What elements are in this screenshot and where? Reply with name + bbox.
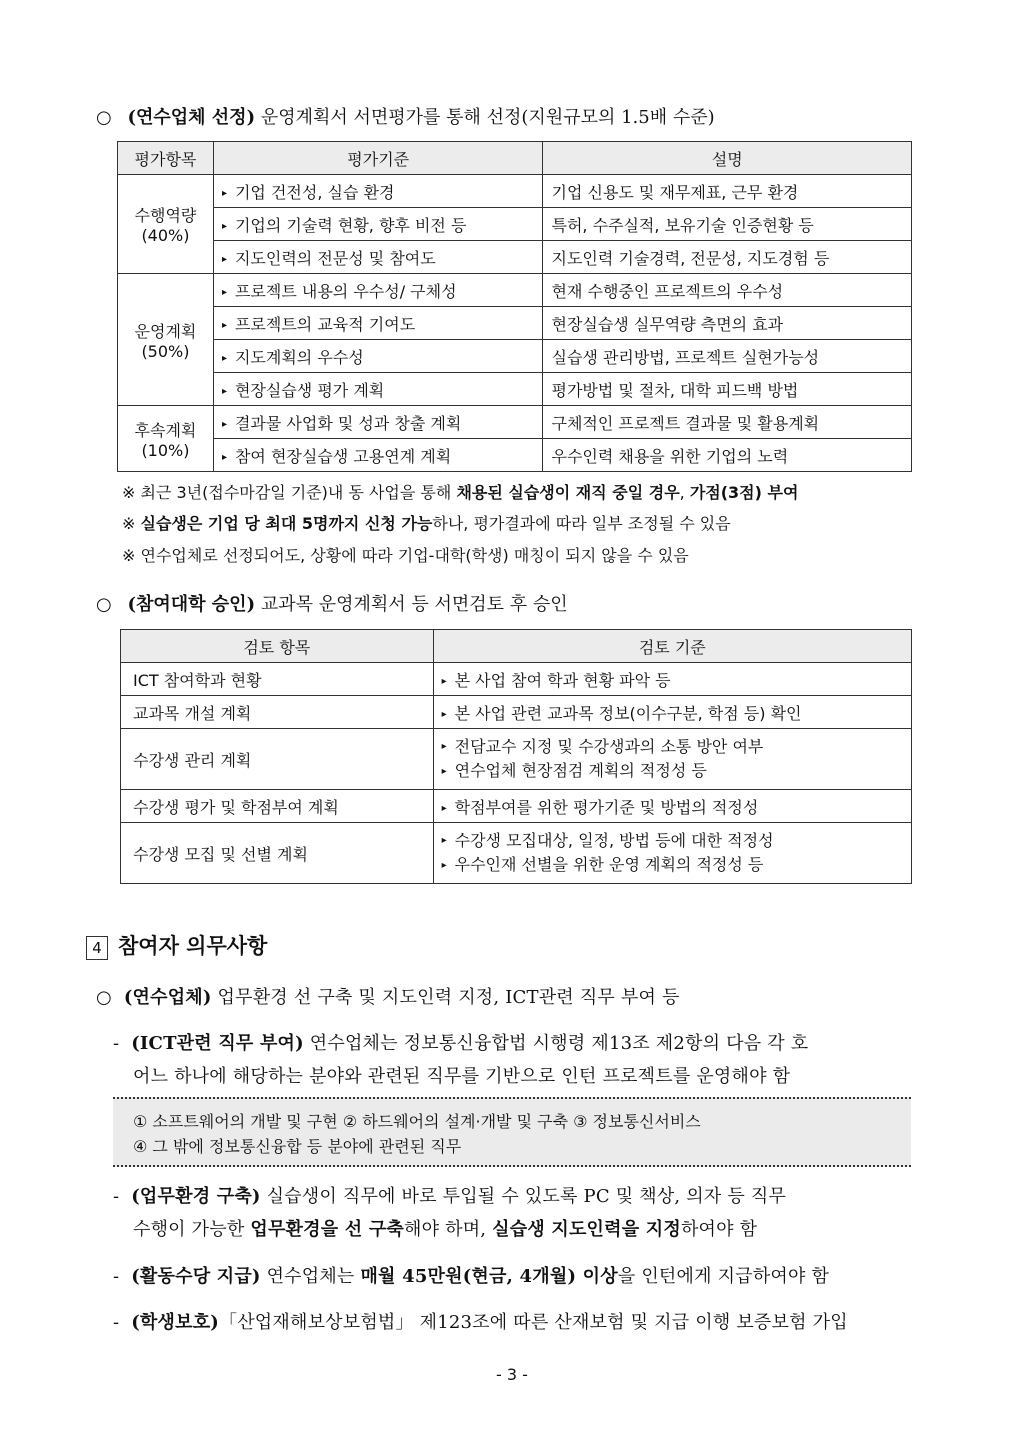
review-item-cell: ICT 참여학과 현황	[121, 663, 434, 696]
table-row	[118, 241, 912, 274]
table-row	[118, 208, 912, 241]
env-duty-line-1	[113, 1182, 786, 1208]
note-text: 최근 3년(접수마감일 기준)내 동 사업을 통해	[135, 483, 457, 502]
table-row	[118, 439, 912, 472]
table-row	[121, 790, 912, 823]
review-criterion-text: 수강생 모집대상, 일정, 방법 등에 대한 적정성	[454, 830, 774, 850]
ict-fields-line-2: ④ 그 밖에 정보통신융합 등 분야에 관련된 직무	[133, 1137, 462, 1156]
text-part: 하여야 함	[680, 1219, 758, 1240]
note-mark: ※	[122, 514, 136, 533]
heading-text: 교과목 운영계획서 등 서면검토 후 승인	[255, 594, 568, 615]
section-title: 참여자 의무사항	[118, 934, 268, 958]
triangle-bullet-icon: ▸	[441, 802, 447, 814]
eval-description-cell: 지도인력 기술경력, 전문성, 지도경험 등	[543, 241, 912, 274]
ict-duty-line-1	[113, 1029, 808, 1055]
table-row	[118, 373, 912, 406]
triangle-bullet-icon: ▸	[441, 741, 447, 752]
note-text: 하나, 평가결과에 따라 일부 조정될 수 있음	[432, 514, 731, 533]
eval-criterion-text: 지도계획의 우수성	[234, 347, 364, 367]
bold-label: (연수업체)	[123, 987, 212, 1008]
triangle-bullet-icon: ▸	[441, 835, 447, 846]
eval-criterion-text: 참여 현장실습생 고용연계 계획	[234, 446, 452, 466]
review-item-cell: 수강생 평가 및 학점부여 계획	[121, 790, 434, 823]
note-bold-text: 가점(3점) 부여	[689, 483, 799, 502]
heading-text: 운영계획서 서면평가를 통해 선정(지원규모의 1.5배 수준)	[255, 107, 715, 128]
eval-criterion-cell	[213, 175, 543, 208]
eval-criterion-text: 현장실습생 평가 계획	[234, 380, 385, 400]
ict-fields-line-1: ① 소프트웨어의 개발 및 구현 ② 하드웨어의 설계·개발 및 구축 ③ 정보통신서비스	[133, 1112, 701, 1131]
text-part: 해야 하며,	[404, 1219, 493, 1240]
eval-description-cell: 평가방법 및 절차, 대학 피드백 방법	[543, 373, 912, 406]
triangle-bullet-icon: ▸	[221, 187, 227, 199]
table-row	[118, 406, 912, 439]
bullet: ○	[96, 987, 112, 1008]
ict-duty-line-2: 어느 하나에 해당하는 분야와 관련된 직무를 기반으로 인턴 프로젝트를 운영해야 함	[133, 1066, 791, 1087]
review-criteria-cell	[433, 823, 911, 884]
bullet: ○	[96, 107, 112, 128]
table-header-row	[121, 630, 912, 663]
note-bold-text: 실습생은 기업 당 최대 5명까지 신청 가능	[140, 514, 433, 533]
review-criterion-line	[442, 759, 903, 784]
note-line	[122, 511, 731, 534]
eval-description-cell: 기업 신용도 및 재무제표, 근무 환경	[543, 175, 912, 208]
header-description: 설명	[543, 142, 912, 175]
table-row	[121, 663, 912, 696]
eval-criterion-text: 기업의 기술력 현황, 향후 비전 등	[234, 215, 467, 235]
line-text: 실습생이 직무에 바로 투입될 수 있도록 PC 및 책상, 의자 등 직무	[260, 1186, 787, 1207]
header-eval-item: 평가항목	[118, 142, 214, 175]
header-review-criteria: 검토 기준	[433, 630, 911, 663]
heading-bold: (참여대학 승인)	[127, 594, 256, 615]
review-criterion-line	[442, 795, 903, 818]
review-criteria-cell	[433, 729, 911, 790]
eval-criterion-cell	[213, 439, 543, 472]
eval-category-weight: (10%)	[141, 440, 190, 460]
eval-criterion-text: 지도인력의 전문성 및 참여도	[234, 248, 436, 268]
bold-label: (활동수당 지급)	[131, 1266, 261, 1287]
eval-category-cell	[118, 175, 214, 274]
review-criterion-line	[442, 668, 903, 691]
eval-criterion-cell	[213, 274, 543, 307]
eval-criterion-cell	[213, 406, 543, 439]
eval-category-cell	[118, 406, 214, 472]
table-row	[118, 307, 912, 340]
eval-category-weight: (50%)	[141, 341, 190, 361]
text-part: 을 인턴에게 지급하여야 함	[617, 1266, 830, 1287]
heading-bold: (연수업체 선정)	[127, 107, 256, 128]
review-item-cell: 수강생 모집 및 선별 계획	[121, 823, 434, 884]
dash: -	[113, 1186, 120, 1207]
review-criterion-line	[442, 853, 903, 878]
note-mark: ※	[122, 483, 136, 502]
triangle-bullet-icon: ▸	[441, 859, 447, 871]
eval-description-cell: 구체적인 프로젝트 결과물 및 활용계획	[543, 406, 912, 439]
pay-duty-line	[113, 1262, 829, 1288]
text-part: 연수업체는	[260, 1266, 361, 1287]
bold-label: (학생보호)	[131, 1312, 220, 1333]
eval-category-weight: (40%)	[141, 226, 190, 245]
eval-category-cell	[118, 274, 214, 406]
eval-description-cell: 실습생 관리방법, 프로젝트 실현가능성	[543, 340, 912, 373]
review-criterion-text: 본 사업 참여 학과 현황 파악 등	[454, 670, 671, 690]
section-4-heading	[86, 930, 267, 960]
triangle-bullet-icon: ▸	[221, 319, 227, 331]
eval-criterion-cell	[213, 373, 543, 406]
review-criterion-text: 전담교수 지정 및 수강생과의 소통 방안 여부	[454, 736, 764, 756]
note-text: 연수업체로 선정되어도, 상황에 따라 기업-대학(학생) 매칭이 되지 않을 수 있음	[135, 546, 689, 565]
protect-duty-line	[113, 1308, 848, 1334]
eval-category-name: 운영계획	[134, 321, 197, 341]
table-row	[121, 823, 912, 884]
dash: -	[113, 1312, 120, 1333]
triangle-bullet-icon: ▸	[441, 708, 447, 720]
bullet: ○	[96, 594, 112, 615]
review-criterion-text: 본 사업 관련 교과목 정보(이수구분, 학점 등) 확인	[454, 703, 802, 723]
table-row	[118, 340, 912, 373]
triangle-bullet-icon: ▸	[441, 765, 447, 777]
triangle-bullet-icon: ▸	[221, 253, 227, 265]
review-criterion-text: 학점부여를 위한 평가기준 및 방법의 적정성	[454, 797, 759, 817]
review-criteria-cell	[433, 663, 911, 696]
header-review-item: 검토 항목	[121, 630, 434, 663]
review-table	[120, 629, 912, 884]
line-text: 「산업재해보상보험법」 제123조에 따른 산재보험 및 지급 이행 보증보험 가입	[219, 1312, 848, 1333]
note-text: ,	[679, 483, 690, 502]
review-criterion-line	[442, 829, 903, 854]
eval-description-cell: 현재 수행중인 프로젝트의 우수성	[543, 274, 912, 307]
eval-description-cell: 현장실습생 실무역량 측면의 효과	[543, 307, 912, 340]
bold-label: (ICT관련 직무 부여)	[131, 1033, 304, 1054]
review-item-cell: 수강생 관리 계획	[121, 729, 434, 790]
eval-criterion-cell	[213, 307, 543, 340]
table-header-row	[118, 142, 912, 175]
review-criterion-line	[442, 701, 903, 724]
eval-category-name: 후속계획	[134, 420, 197, 440]
env-duty-line-2	[133, 1215, 757, 1241]
eval-description-cell: 특허, 수주실적, 보유기술 인증현황 등	[543, 208, 912, 241]
eval-criterion-text: 기업 건전성, 실습 환경	[234, 182, 395, 202]
header-eval-criteria: 평가기준	[213, 142, 543, 175]
note-line	[122, 543, 689, 566]
triangle-bullet-icon: ▸	[441, 675, 447, 687]
duties-main-line	[96, 983, 680, 1009]
line-text: 연수업체는 정보통신융합법 시행령 제13조 제2항의 다음 각 호	[303, 1033, 809, 1054]
bold-part: 업무환경을 선 구축	[250, 1219, 405, 1240]
section-number-box: 4	[86, 936, 108, 960]
table-row	[118, 175, 912, 208]
review-criteria-cell	[433, 696, 911, 729]
review-item-cell: 교과목 개설 계획	[121, 696, 434, 729]
ict-fields-box	[113, 1097, 911, 1167]
triangle-bullet-icon: ▸	[221, 352, 227, 364]
evaluation-table	[117, 141, 912, 472]
triangle-bullet-icon: ▸	[221, 418, 227, 430]
triangle-bullet-icon: ▸	[221, 385, 227, 397]
bold-label: (업무환경 구축)	[131, 1186, 261, 1207]
note-line	[122, 480, 798, 503]
page-number: - 3 -	[496, 1365, 528, 1384]
review-criterion-text: 우수인재 선별을 위한 운영 계획의 적정성 등	[454, 855, 764, 874]
review-criterion-line	[442, 735, 903, 760]
eval-description-cell: 우수인력 채용을 위한 기업의 노력	[543, 439, 912, 472]
dash: -	[113, 1266, 120, 1287]
text-part: 수행이 가능한	[133, 1219, 251, 1240]
eval-criterion-text: 프로젝트 내용의 우수성/ 구체성	[234, 281, 457, 301]
eval-criterion-cell	[213, 208, 543, 241]
line-text: 업무환경 선 구축 및 지도인력 지정, ICT관련 직무 부여 등	[211, 987, 680, 1008]
triangle-bullet-icon: ▸	[221, 220, 227, 232]
eval-criterion-cell	[213, 340, 543, 373]
eval-criterion-text: 프로젝트의 교육적 기여도	[234, 314, 416, 334]
triangle-bullet-icon: ▸	[221, 451, 227, 463]
eval-criterion-text: 결과물 사업화 및 성과 창출 계획	[234, 413, 462, 433]
eval-category-name: 수행역량	[134, 206, 197, 225]
bold-part: 실습생 지도인력을 지정	[492, 1219, 681, 1240]
section-heading-company-selection	[96, 103, 715, 129]
triangle-bullet-icon: ▸	[221, 286, 227, 298]
dash: -	[113, 1033, 120, 1054]
table-row	[121, 696, 912, 729]
note-bold-text: 채용된 실습생이 재직 중일 경우	[456, 483, 680, 502]
table-row	[121, 729, 912, 790]
review-criteria-cell	[433, 790, 911, 823]
eval-criterion-cell	[213, 241, 543, 274]
bold-part: 매월 45만원(현금, 4개월) 이상	[360, 1266, 618, 1287]
review-criterion-text: 연수업체 현장점검 계획의 적정성 등	[454, 761, 707, 780]
note-mark: ※	[122, 546, 136, 565]
table-row	[118, 274, 912, 307]
section-heading-university-approval	[96, 590, 568, 616]
